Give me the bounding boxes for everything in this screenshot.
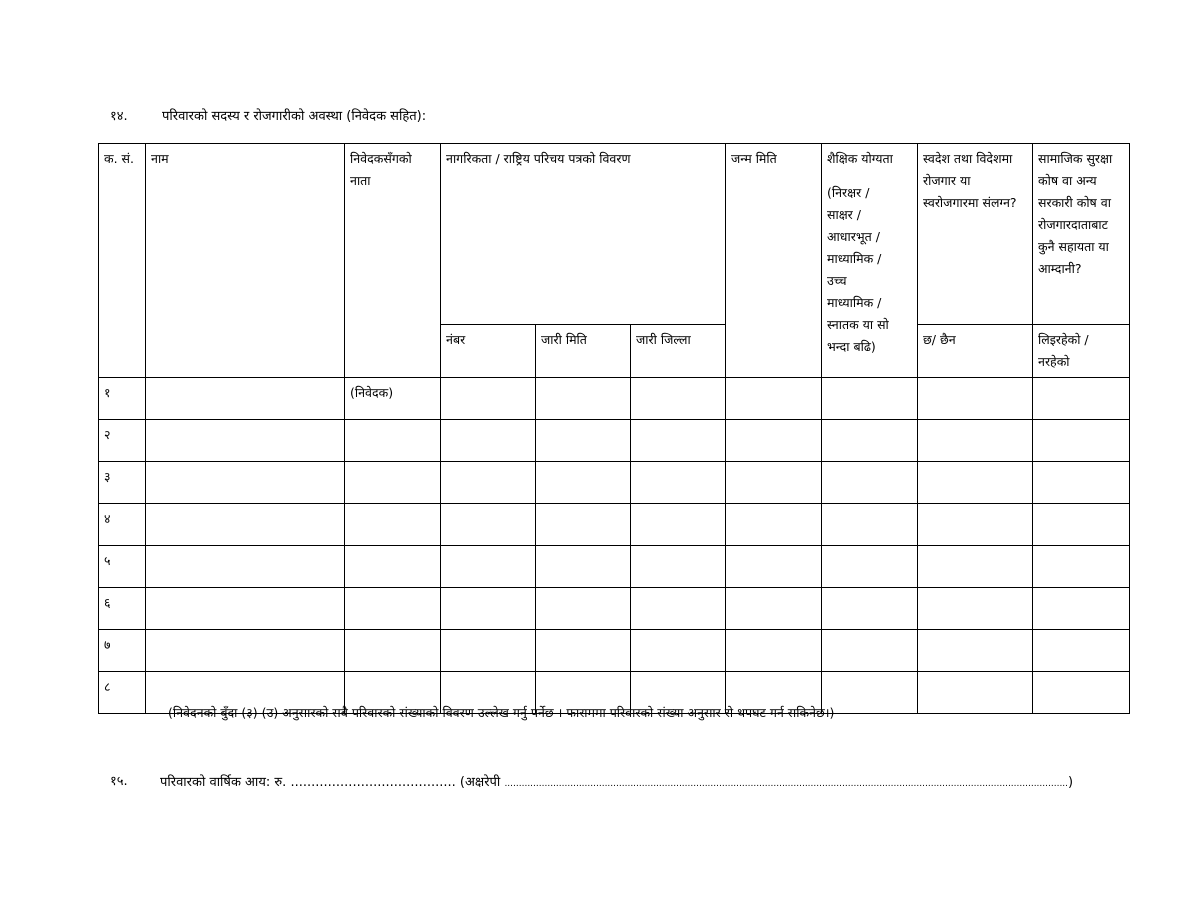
header-relation: निवेदकसँगको नाता — [345, 144, 441, 378]
row-serial-number: ७ — [99, 630, 146, 672]
row-entry-cell[interactable] — [726, 462, 822, 504]
row-entry-cell[interactable] — [631, 462, 726, 504]
header-employment: स्वदेश तथा विदेशमा रोजगार या स्वरोजगारमा संलग्न? — [918, 144, 1033, 325]
row-entry-cell[interactable] — [536, 588, 631, 630]
row-entry-cell[interactable] — [536, 630, 631, 672]
table-row — [99, 504, 1130, 546]
row-serial-number: ४ — [99, 504, 146, 546]
row-entry-cell[interactable] — [918, 420, 1033, 462]
row-entry-cell[interactable] — [631, 630, 726, 672]
row-entry-cell[interactable] — [146, 588, 345, 630]
section-15-number: १५. — [110, 774, 128, 789]
subheader-employment-answer: छ/ छैन — [918, 325, 1033, 378]
row-entry-cell[interactable] — [918, 504, 1033, 546]
education-option: उच्च — [827, 273, 847, 288]
row-entry-cell[interactable] — [726, 546, 822, 588]
subheader-issue-district: जारी जिल्ला — [631, 325, 726, 378]
header-citizenship: नागरिकता / राष्ट्रिय परिचय पत्रको विवरण — [441, 144, 726, 325]
row-relation-cell[interactable] — [345, 546, 441, 588]
row-entry-cell[interactable] — [631, 378, 726, 420]
row-entry-cell[interactable] — [536, 420, 631, 462]
header-social-security: सामाजिक सुरक्षा कोष वा अन्य सरकारी कोष वा रोजगारदाताबाट कुनै सहायता या आम्दानी? — [1033, 144, 1130, 325]
row-entry-cell[interactable] — [441, 420, 536, 462]
education-option: भन्दा बढि) — [827, 339, 876, 354]
education-option: माध्यामिक / — [827, 251, 882, 266]
table-row — [99, 546, 1130, 588]
row-entry-cell[interactable] — [631, 546, 726, 588]
row-entry-cell[interactable] — [441, 462, 536, 504]
row-entry-cell[interactable] — [631, 588, 726, 630]
table-row — [99, 588, 1130, 630]
row-serial-number: ८ — [99, 672, 146, 714]
row-serial-number: ५ — [99, 546, 146, 588]
row-entry-cell[interactable] — [536, 462, 631, 504]
education-option: साक्षर / — [827, 207, 861, 222]
row-entry-cell[interactable] — [631, 504, 726, 546]
row-entry-cell[interactable] — [726, 630, 822, 672]
family-members-table — [98, 143, 1130, 714]
row-entry-cell[interactable] — [822, 588, 918, 630]
subheader-number: नंबर — [441, 325, 536, 378]
amount-in-words-field[interactable]: ..................................................................................................................................................................................................... — [504, 779, 1069, 789]
row-entry-cell[interactable] — [536, 504, 631, 546]
row-entry-cell[interactable] — [441, 378, 536, 420]
row-entry-cell[interactable] — [822, 462, 918, 504]
row-entry-cell[interactable] — [1033, 378, 1130, 420]
table-row — [99, 630, 1130, 672]
row-relation-cell[interactable] — [345, 630, 441, 672]
table-row — [99, 462, 1130, 504]
row-entry-cell[interactable] — [822, 546, 918, 588]
row-entry-cell[interactable] — [146, 420, 345, 462]
section-14-number: १४. — [110, 109, 128, 124]
row-entry-cell[interactable] — [726, 588, 822, 630]
annual-income-label: परिवारको वार्षिक आय: रु. — [160, 775, 287, 790]
row-serial-number: १ — [99, 378, 146, 420]
row-entry-cell[interactable] — [146, 630, 345, 672]
row-relation-cell[interactable] — [345, 504, 441, 546]
row-entry-cell[interactable] — [1033, 630, 1130, 672]
row-entry-cell[interactable] — [822, 420, 918, 462]
header-education — [822, 144, 918, 378]
row-serial-number: २ — [99, 420, 146, 462]
amount-in-words-label: (अक्षरेपी — [459, 775, 501, 790]
education-option: माध्यामिक / — [827, 295, 882, 310]
section-14-title: परिवारको सदस्य र रोजगारीको अवस्था (निवेदक सहित): — [162, 109, 427, 124]
row-entry-cell[interactable] — [1033, 504, 1130, 546]
row-entry-cell[interactable] — [822, 378, 918, 420]
education-option: (निरक्षर / — [827, 185, 870, 200]
row-entry-cell[interactable] — [726, 504, 822, 546]
row-entry-cell[interactable] — [822, 504, 918, 546]
row-entry-cell[interactable] — [1033, 420, 1130, 462]
row-relation-cell[interactable]: (निवेदक) — [345, 378, 441, 420]
row-relation-cell[interactable] — [345, 420, 441, 462]
table-header-row — [99, 144, 1130, 325]
row-entry-cell[interactable] — [631, 420, 726, 462]
row-entry-cell[interactable] — [726, 378, 822, 420]
row-entry-cell[interactable] — [918, 588, 1033, 630]
education-option: स्नातक या सो — [827, 317, 889, 332]
row-entry-cell[interactable] — [441, 546, 536, 588]
education-option: आधारभूत / — [827, 229, 880, 244]
table-row — [99, 420, 1130, 462]
row-entry-cell[interactable] — [146, 462, 345, 504]
row-entry-cell[interactable] — [536, 378, 631, 420]
row-entry-cell[interactable] — [1033, 462, 1130, 504]
row-entry-cell[interactable] — [536, 546, 631, 588]
header-date-of-birth: जन्म मिति — [726, 144, 822, 378]
header-name: नाम — [146, 144, 345, 378]
row-entry-cell[interactable] — [441, 504, 536, 546]
row-entry-cell[interactable] — [918, 672, 1033, 714]
annual-income-line — [160, 772, 1073, 790]
subheader-issue-date: जारी मिति — [536, 325, 631, 378]
education-title: शैक्षिक योग्यता — [827, 151, 893, 166]
row-entry-cell[interactable] — [1033, 672, 1130, 714]
row-entry-cell[interactable] — [441, 588, 536, 630]
row-entry-cell[interactable] — [918, 378, 1033, 420]
row-relation-cell[interactable] — [345, 588, 441, 630]
row-entry-cell[interactable] — [146, 378, 345, 420]
row-entry-cell[interactable] — [822, 672, 918, 714]
row-entry-cell[interactable] — [1033, 588, 1130, 630]
subheader-social-answer: लिइरहेको / नरहेको — [1033, 325, 1130, 378]
row-serial-number: ६ — [99, 588, 146, 630]
row-entry-cell[interactable] — [726, 420, 822, 462]
annual-income-amount-field[interactable]: ........................................ — [290, 775, 456, 790]
row-entry-cell[interactable] — [441, 630, 536, 672]
row-entry-cell[interactable] — [822, 630, 918, 672]
row-entry-cell[interactable] — [918, 630, 1033, 672]
row-entry-cell[interactable] — [1033, 546, 1130, 588]
closing-paren: ) — [1068, 775, 1074, 790]
row-entry-cell[interactable] — [918, 546, 1033, 588]
table-row — [99, 378, 1130, 420]
table-note: (निवेदनको बुँदा (३) (उ) अनुसारको सबै परिवारको संख्याको विवरण उल्लेख गर्नु पर्नेछ । फाराममा परिवारको संख्या अनुसार रो थपघट गर्न सकिनेछ।) — [168, 705, 835, 720]
row-relation-cell[interactable] — [345, 462, 441, 504]
row-entry-cell[interactable] — [146, 546, 345, 588]
row-entry-cell[interactable] — [146, 504, 345, 546]
header-serial-number: क. सं. — [99, 144, 146, 378]
row-entry-cell[interactable] — [918, 462, 1033, 504]
row-serial-number: ३ — [99, 462, 146, 504]
